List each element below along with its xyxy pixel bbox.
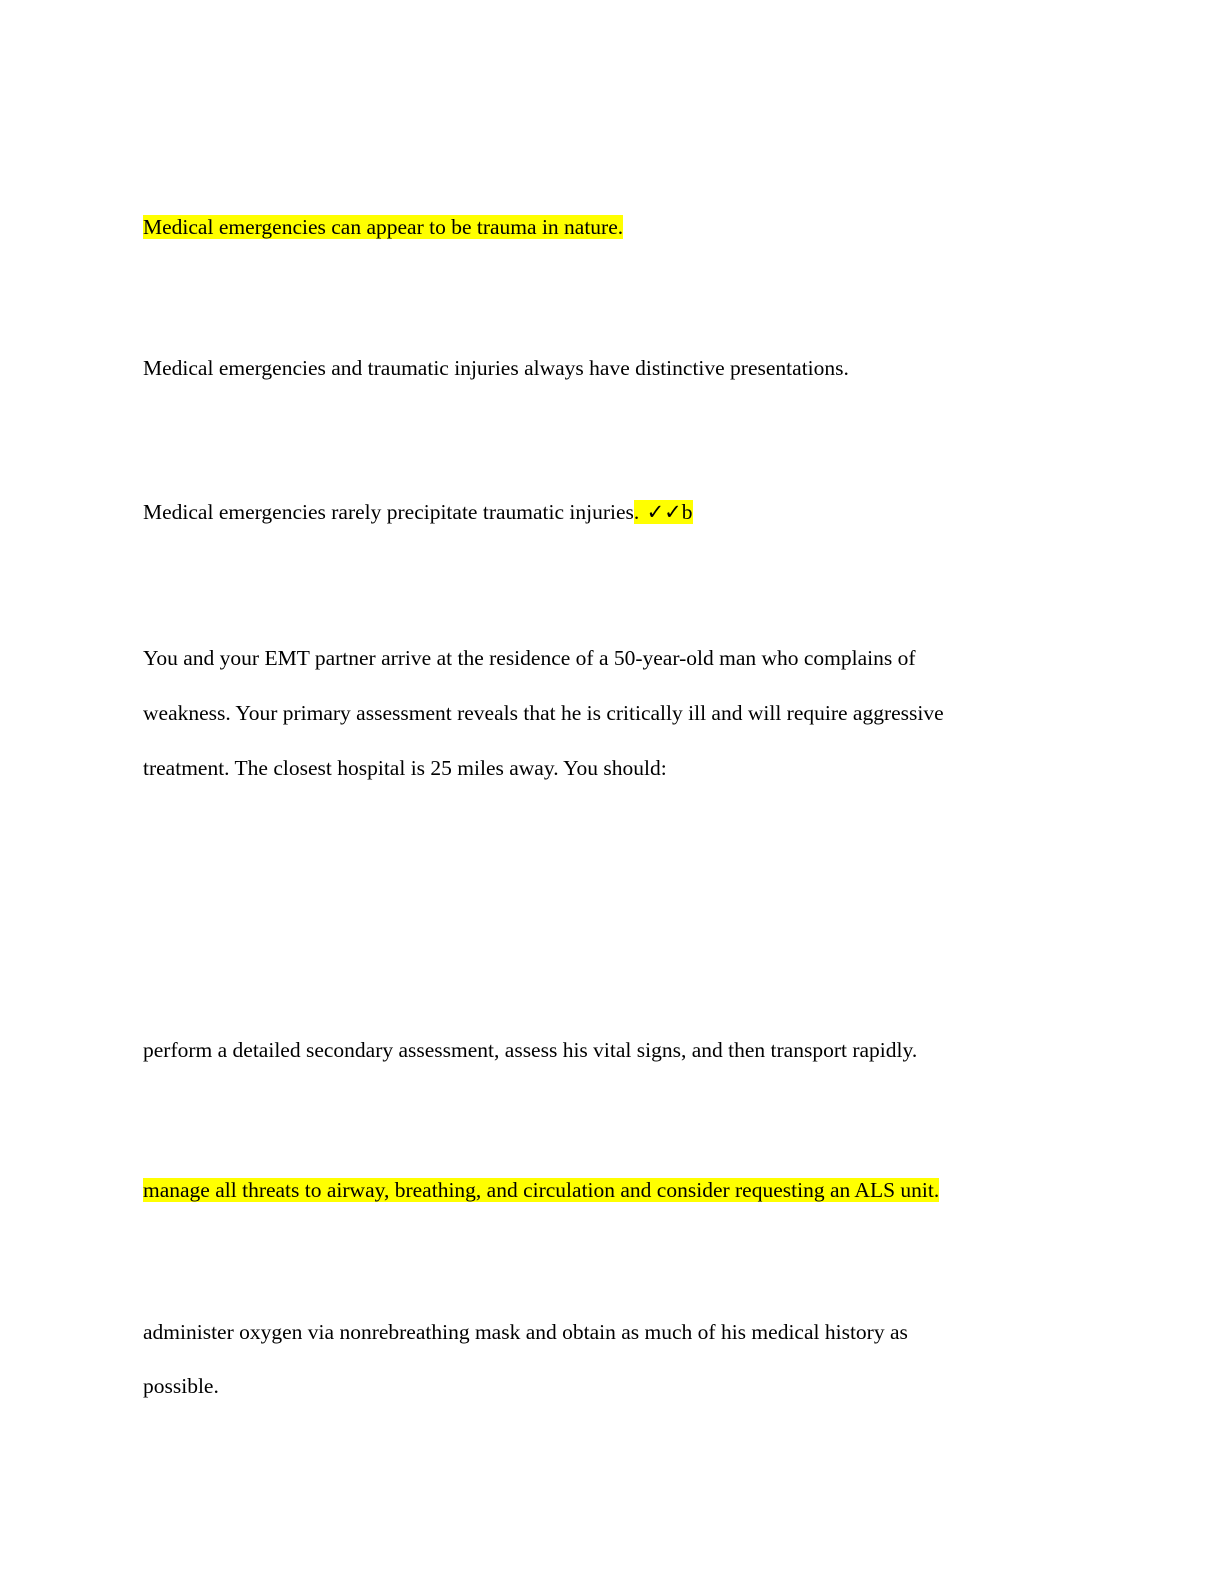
q2-option-b: [143, 1177, 939, 1204]
q1-option-a-highlight: Medical emergencies can appear to be trauma in nature.: [143, 215, 624, 239]
q2-stem-line-3: treatment. The closest hospital is 25 miles away. You should:: [143, 756, 667, 780]
q1-option-c-text: Medical emergencies rarely precipitate traumatic injuries: [143, 500, 634, 524]
q1-option-c: [143, 499, 693, 526]
q1-answer-letter: b: [681, 500, 693, 524]
q2-stem-line-2: weakness. Your primary assessment reveals that he is critically ill and will require aggressive: [143, 701, 944, 725]
q2-option-c-line-1: administer oxygen via nonrebreathing mask and obtain as much of his medical history as: [143, 1320, 908, 1344]
checkmark-icon: ✓✓: [639, 500, 682, 524]
q2-option-c-line-2: possible.: [143, 1374, 219, 1398]
q1-option-c-highlight: [634, 500, 693, 524]
q1-option-a: [143, 214, 623, 241]
q2-option-b-highlight: manage all threats to airway, breathing, and circulation and consider requesting an ALS unit.: [143, 1178, 940, 1202]
q2-option-a: perform a detailed secondary assessment, assess his vital signs, and then transport rapidly.: [143, 1038, 918, 1062]
q1-option-b: Medical emergencies and traumatic injuries always have distinctive presentations.: [143, 356, 849, 380]
q1-option-c-period: .: [633, 500, 640, 524]
q2-stem-line-1: You and your EMT partner arrive at the residence of a 50-year-old man who complains of: [143, 646, 916, 670]
